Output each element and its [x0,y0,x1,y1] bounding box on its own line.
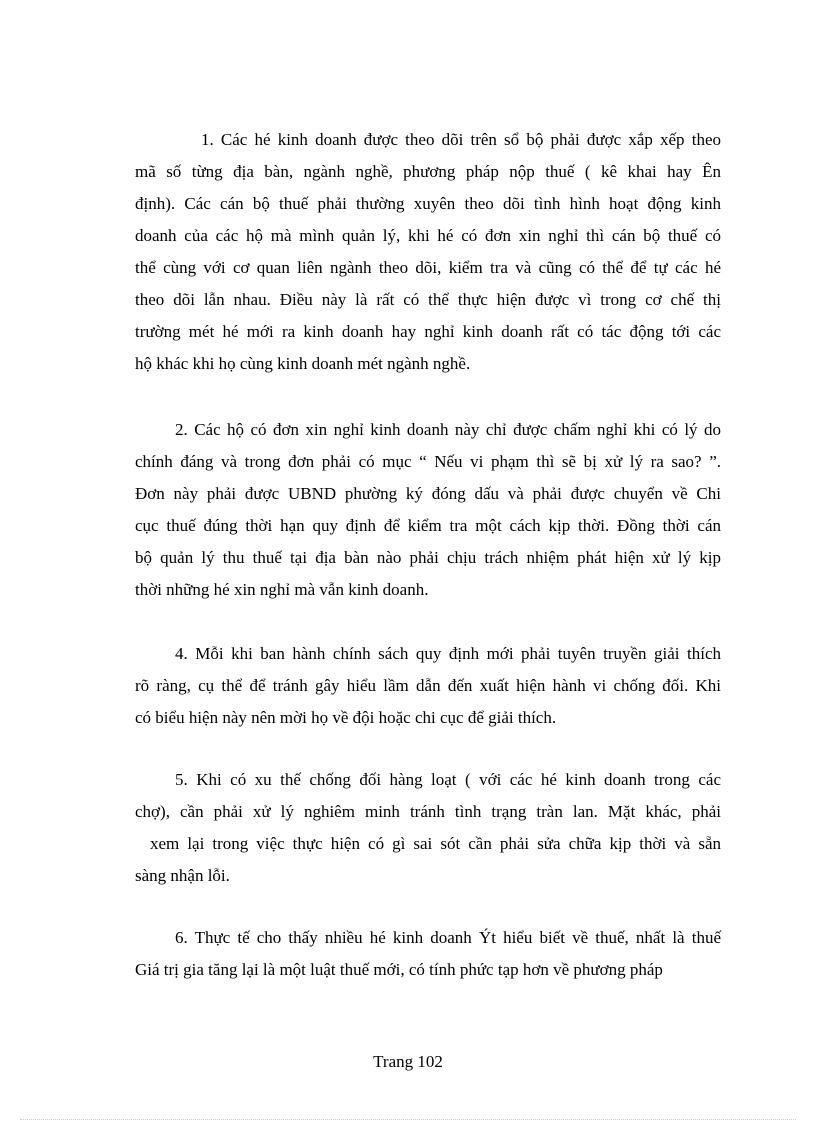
paragraph-line: mã số từng địa bàn, ngành nghề, phương pháp nộp thuế ( kê khai hay Ên [135,162,721,181]
paragraph-5 [135,764,721,892]
paragraph-line: thể cùng với cơ quan liên ngành theo dõi, kiểm tra và cũng có thể để tự các hé [135,258,721,277]
page-number: Trang 102 [373,1052,443,1071]
paragraph-line: thời những hé xin nghỉ mà vẫn kinh doanh. [135,580,429,599]
paragraph-line: trường mét hé mới ra kinh doanh hay nghỉ kinh doanh rất có tác động tới các [135,322,721,341]
paragraph-line: rõ ràng, cụ thể để tránh gây hiểu lầm dẫn đến xuất hiện hành vi chống đối. Khi [135,676,721,695]
paragraph-line: doanh của các hộ mà mình quản lý, khi hé có đơn xin nghỉ thì cán bộ thuế có [135,226,721,245]
paragraph-line: xem lại trong việc thực hiện có gì sai sót cần phải sửa chữa kịp thời và sẵn [150,834,721,853]
paragraph-line: có biểu hiện này nên mời họ về đội hoặc chi cục để giải thích. [135,708,557,727]
paragraph-line: 4. Mỗi khi ban hành chính sách quy định mới phải tuyên truyền giải thích [175,644,721,663]
paragraph-line: Đơn này phải được UBND phường ký đóng dấu và phải được chuyển về Chi [135,484,721,503]
page-bottom-divider [20,1119,796,1120]
paragraph-line: định). Các cán bộ thuế phải thường xuyên theo dõi tình hình hoạt động kinh [135,194,721,213]
paragraph-line: theo dõi lẫn nhau. Điều này là rất có thể thực hiện được vì trong cơ chế thị [135,290,721,309]
paragraph-line: 1. Các hé kinh doanh được theo dõi trên sổ bộ phải được xắp xếp theo [201,130,721,149]
paragraph-1 [135,124,721,380]
paragraph-line: sàng nhận lỗi. [135,866,230,885]
paragraph-line: chính đáng và trong đơn phải có mục “ Nếu vi phạm thì sẽ bị xử lý ra sao? ”. [135,452,721,471]
paragraph-line: 6. Thực tế cho thấy nhiều hé kinh doanh Ýt hiểu biết về thuế, nhất là thuế [175,928,721,947]
paragraph-line: hộ khác khi họ cùng kinh doanh mét ngành nghề. [135,354,471,373]
paragraph-line: 2. Các hộ có đơn xin nghỉ kinh doanh này chỉ được chấm nghỉ khi có lý do [175,420,721,439]
paragraph-line: chợ), cần phải xử lý nghiêm minh tránh tình trạng tràn lan. Mặt khác, phải [135,802,721,821]
paragraph-2 [135,414,721,606]
paragraph-4 [135,638,721,734]
paragraph-6 [135,922,721,986]
paragraph-line: bộ quản lý thu thuế tại địa bàn nào phải chịu trách nhiệm phát hiện xử lý kịp [135,548,721,567]
paragraph-line: Giá trị gia tăng lại là một luật thuế mới, có tính phức tạp hơn về phương pháp [135,960,663,979]
paragraph-line: 5. Khi có xu thế chống đối hàng loạt ( với các hé kinh doanh trong các [175,770,721,789]
paragraph-line: cục thuế đúng thời hạn quy định để kiểm tra một cách kịp thời. Đồng thời cán [135,516,721,535]
